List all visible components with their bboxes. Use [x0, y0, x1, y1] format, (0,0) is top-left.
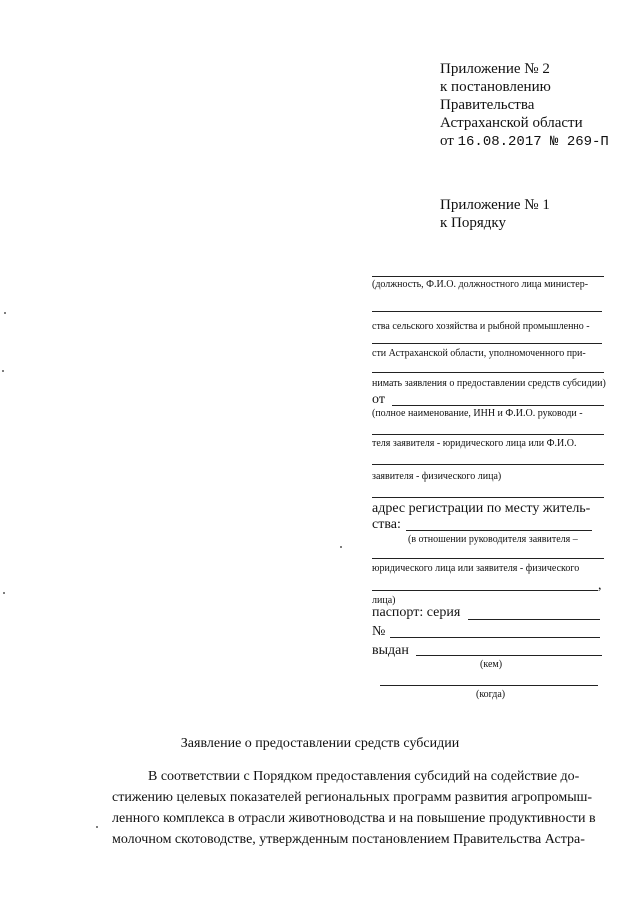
appendix-1-title: Приложение № 1 [440, 197, 550, 213]
appendix-2-date-line [440, 132, 609, 151]
official-line-1 [372, 276, 604, 277]
issued-by-note: (кем) [480, 659, 503, 670]
date-prefix: от [440, 133, 458, 149]
scan-speck [96, 826, 98, 828]
address-note-2: юридического лица или заявителя - физического [372, 563, 580, 574]
appendix-2-line-3: Правительства [440, 97, 535, 113]
passport-number-label: № [372, 624, 386, 639]
address-comma: , [598, 578, 602, 593]
statement-line-1: В соответствии с Порядком предоставления субсидий на содействие до- [148, 769, 580, 784]
statement-line-4: молочном скотоводстве, утвержденным постановлением Правительства Астра- [112, 832, 585, 847]
statement-title: Заявление о предоставлении средств субсидии [180, 736, 460, 751]
scan-speck [340, 546, 342, 548]
address-label-1: адрес регистрации по месту житель- [372, 501, 591, 516]
resolution-date-number: 16.08.2017 № 269-П [457, 134, 609, 150]
official-line-3 [372, 343, 602, 344]
address-line-2 [372, 558, 604, 559]
issued-label: выдан [372, 643, 409, 658]
address-note-1: (в отношении руководителя заявителя – [408, 534, 578, 545]
official-line-4 [372, 372, 604, 373]
issued-when-line [380, 685, 598, 686]
from-label: от [372, 392, 385, 407]
position-note-3: сти Астраханской области, уполномоченного при- [372, 348, 586, 359]
address-line-3 [372, 590, 598, 591]
scan-speck [4, 312, 6, 314]
appendix-2-header [440, 60, 609, 151]
passport-series-line [468, 619, 600, 620]
address-label-2: ства: [372, 517, 401, 532]
scan-speck [3, 592, 5, 594]
position-note-1: (должность, Ф.И.О. должностного лица министер- [372, 279, 589, 290]
from-line [392, 405, 604, 406]
applicant-note-3: заявителя - физического лица) [372, 471, 502, 482]
official-line-2 [372, 311, 602, 312]
appendix-2-line-4: Астраханской области [440, 115, 583, 131]
statement-line-2: стижению целевых показателей региональных программ развития агропромыш- [112, 790, 593, 805]
passport-number-line [390, 637, 600, 638]
appendix-2-line-2: к постановлению [440, 79, 551, 95]
applicant-note-1: (полное наименование, ИНН и Ф.И.О. руководи - [372, 408, 583, 419]
appendix-1-header [440, 196, 550, 232]
appendix-1-line-2: к Порядку [440, 215, 506, 231]
applicant-line-2 [372, 434, 604, 435]
address-top-line [372, 497, 604, 498]
issued-by-line [416, 655, 602, 656]
address-note-3: лица) [372, 595, 396, 606]
applicant-note-2: теля заявителя - юридического лица или Ф.И.О. [372, 438, 577, 449]
appendix-2-title: Приложение № 2 [440, 61, 550, 77]
address-line [406, 530, 592, 531]
passport-series-label: паспорт: серия [372, 605, 461, 620]
issued-when-note: (когда) [476, 689, 506, 700]
statement-line-3: ленного комплекса в отрасли животноводства и на повышение продуктивности в [112, 811, 596, 826]
applicant-line-3 [372, 464, 604, 465]
statement-body [112, 766, 608, 850]
position-note-2: ства сельского хозяйства и рыбной промышленно - [372, 321, 590, 332]
position-note-4: нимать заявления о предоставлении средств субсидии) [372, 378, 606, 389]
scan-speck [2, 370, 4, 372]
